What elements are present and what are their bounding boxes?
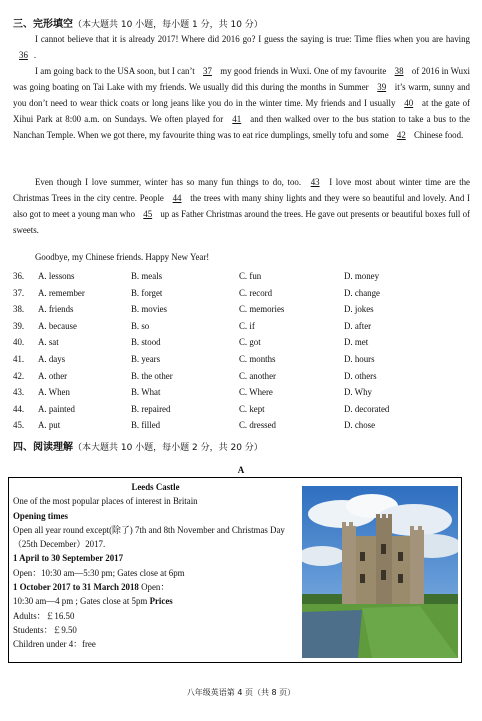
- question-number: 45.: [13, 420, 25, 431]
- option-c: C. got: [239, 337, 261, 348]
- cloze-paragraph-1: [13, 32, 470, 64]
- option-d: D. change: [344, 287, 380, 298]
- window: [360, 574, 365, 583]
- opening-times-text: Open all year round except(除了) 7th and 8th November and Christmas Day（25th December）2017.: [13, 524, 285, 550]
- cloze-paragraph-3: [13, 175, 470, 239]
- option-a: A. sat: [38, 337, 59, 348]
- option-a: A. put: [38, 420, 61, 431]
- option-a: A. friends: [38, 304, 74, 315]
- page-footer: 八年级英语第 4 页（共 8 页）: [186, 688, 296, 697]
- option-c: C. fun: [239, 271, 262, 281]
- window: [381, 544, 386, 554]
- option-c: C. Where: [239, 387, 273, 398]
- blank-42: 42: [396, 129, 406, 140]
- option-row: [13, 402, 473, 419]
- question-number: 43.: [13, 387, 25, 398]
- option-d: D. met: [344, 337, 369, 348]
- option-a: A. remember: [38, 287, 85, 298]
- option-a: A. When: [38, 387, 70, 398]
- battlement: [342, 522, 346, 527]
- castle-tower: [410, 530, 424, 608]
- blank-41: 41: [232, 113, 242, 124]
- question-number: 37.: [13, 287, 25, 298]
- option-b: B. forget: [131, 287, 163, 298]
- opening-times-heading: Opening times: [13, 510, 68, 521]
- option-row: [13, 302, 473, 319]
- text: Chinese food.: [411, 129, 464, 140]
- option-row: [13, 385, 473, 402]
- option-d: D. jokes: [344, 304, 374, 315]
- question-number: 42.: [13, 370, 25, 381]
- text: I love most about winter time are the Christmas Trees in the city centre. People: [13, 177, 470, 203]
- window: [381, 570, 386, 580]
- period-1-heading: 1 April to 30 September 2017: [13, 553, 124, 564]
- blank-43: 43: [310, 177, 320, 187]
- passage-a-intro: One of the most popular places of interest in Britain: [13, 496, 198, 507]
- blank-39: 39: [377, 81, 387, 92]
- text: Even though I love summer, winter has so many fun things to do, too.: [35, 177, 305, 187]
- option-a: A. other: [38, 370, 68, 381]
- section-3-title: 三、完形填空: [13, 19, 73, 30]
- text: up as Father Christmas around the trees. He gave out presents or beautiful boxes full of sweets.: [13, 208, 470, 235]
- option-c: C. if: [239, 320, 255, 331]
- option-d: D. money: [344, 271, 380, 281]
- option-a: A. because: [38, 320, 77, 331]
- option-row: [13, 369, 473, 386]
- price-students: Students：￡9.50: [13, 624, 77, 635]
- battlement: [376, 514, 380, 519]
- leeds-castle-photo: [302, 486, 458, 658]
- option-c: C. memories: [239, 304, 285, 315]
- option-row: [13, 286, 473, 303]
- option-c: C. months: [239, 353, 276, 364]
- battlement: [349, 522, 353, 527]
- period-1-text: Open：10:30 am—5:30 pm; Gates close at 6pm: [13, 567, 185, 578]
- text: of 2016 in Wuxi was going boating on Tai Lake with my friends. We usually did this during the months in Summer: [13, 66, 471, 92]
- text: it’s warm, sunny and you don’t need to wear thick coats or long jeans like you do in the winter time. My friends and I usually: [13, 81, 470, 108]
- text: .: [33, 49, 37, 60]
- option-b: B. years: [131, 353, 161, 364]
- window: [398, 552, 403, 561]
- section-3-heading: [13, 18, 263, 32]
- question-number: 41.: [13, 353, 25, 364]
- options-list: [13, 269, 473, 435]
- option-a: A. days: [38, 353, 66, 364]
- castle-tower: [342, 526, 356, 608]
- blank-44: 44: [172, 192, 182, 203]
- option-row: [13, 418, 473, 435]
- option-d: D. chose: [344, 420, 376, 431]
- text: at the gate of Xihui Park at 8:00 a.m. on Sundays. We often played for: [13, 97, 470, 124]
- text: the trees with many shiny lights and they were so beautiful and lovely. And I also got to meet a young man who: [13, 192, 470, 219]
- text: I cannot believe that it is already 2017! Where did 2016 go? I guess the saying is true: Time flies when you are having: [35, 34, 470, 44]
- option-row: [13, 269, 473, 286]
- text: I am going back to the USA soon, but I can’t: [35, 66, 198, 76]
- option-d: D. hours: [344, 353, 375, 364]
- option-c: C. record: [239, 287, 273, 298]
- question-number: 44.: [13, 403, 25, 414]
- price-adults: Adults：￡16.50: [13, 610, 75, 621]
- option-d: D. after: [344, 320, 372, 331]
- option-a: A. lessons: [38, 271, 75, 281]
- passage-a-label: A: [237, 465, 245, 475]
- window: [360, 552, 365, 561]
- question-number: 36.: [13, 271, 25, 281]
- option-c: C. dressed: [239, 420, 276, 431]
- blank-37: 37: [203, 66, 212, 76]
- price-children: Children under 4：free: [13, 639, 96, 650]
- castle-tower: [376, 518, 392, 608]
- battlement: [388, 514, 392, 519]
- passage-a-title: Leeds Castle: [131, 482, 180, 492]
- question-number: 38.: [13, 304, 25, 315]
- option-row: [13, 335, 473, 352]
- period-2-open-label: Open：: [138, 582, 170, 593]
- prices-heading: Prices: [149, 596, 173, 607]
- blank-38: 38: [394, 66, 404, 76]
- option-d: D. decorated: [344, 403, 390, 414]
- option-b: B. repaired: [131, 403, 171, 414]
- option-b: B. so: [131, 320, 150, 331]
- blank-40: 40: [404, 97, 414, 108]
- option-b: B. filled: [131, 420, 161, 431]
- option-row: [13, 352, 473, 369]
- option-b: B. meals: [131, 271, 163, 281]
- battlement: [418, 526, 422, 531]
- question-number: 39.: [13, 320, 25, 331]
- passage-a-box: [8, 477, 462, 663]
- option-a: A. painted: [38, 403, 75, 414]
- castle-illustration: [302, 486, 458, 658]
- question-number: 40.: [13, 337, 25, 348]
- section-4-note: （本大题共 10 小题，每小题 2 分，共 20 分）: [73, 443, 263, 453]
- text: and then walked over to the bus station to take a bus to the Nanchan Temple. When we got there, my favourite thing was to eat rice dumplings, smelly tofu and some: [13, 113, 470, 140]
- window: [398, 574, 403, 583]
- battlement: [382, 514, 386, 519]
- cloze-paragraph-2: [13, 64, 470, 144]
- option-row: [13, 319, 473, 336]
- blank-36: 36: [19, 49, 28, 60]
- option-b: B. the other: [131, 370, 173, 381]
- blank-45: 45: [143, 208, 153, 219]
- option-b: B. What: [131, 387, 161, 398]
- battlement: [410, 526, 414, 531]
- option-b: B. movies: [131, 304, 167, 315]
- option-d: D. others: [344, 370, 377, 381]
- moat: [302, 610, 362, 658]
- text: my good friends in Wuxi. One of my favourite: [217, 66, 389, 76]
- period-2-heading: 1 October 2017 to 31 March 2018: [13, 582, 139, 593]
- section-4-title: 四、阅读理解: [13, 442, 73, 453]
- section-4-heading: [13, 441, 263, 455]
- option-d: D. Why: [344, 387, 372, 398]
- text: Goodbye, my Chinese friends. Happy New Year!: [35, 252, 210, 262]
- option-c: C. kept: [239, 403, 265, 414]
- passage-a-text: [13, 480, 298, 652]
- cloze-paragraph-4: [13, 250, 470, 266]
- period-2-text: 10:30 am—4 pm ; Gates close at 5pm: [13, 596, 150, 607]
- section-3-note: （本大题共 10 小题，每小题 1 分，共 10 分）: [73, 20, 263, 30]
- option-b: B. stood: [131, 337, 161, 348]
- option-c: C. another: [239, 370, 276, 381]
